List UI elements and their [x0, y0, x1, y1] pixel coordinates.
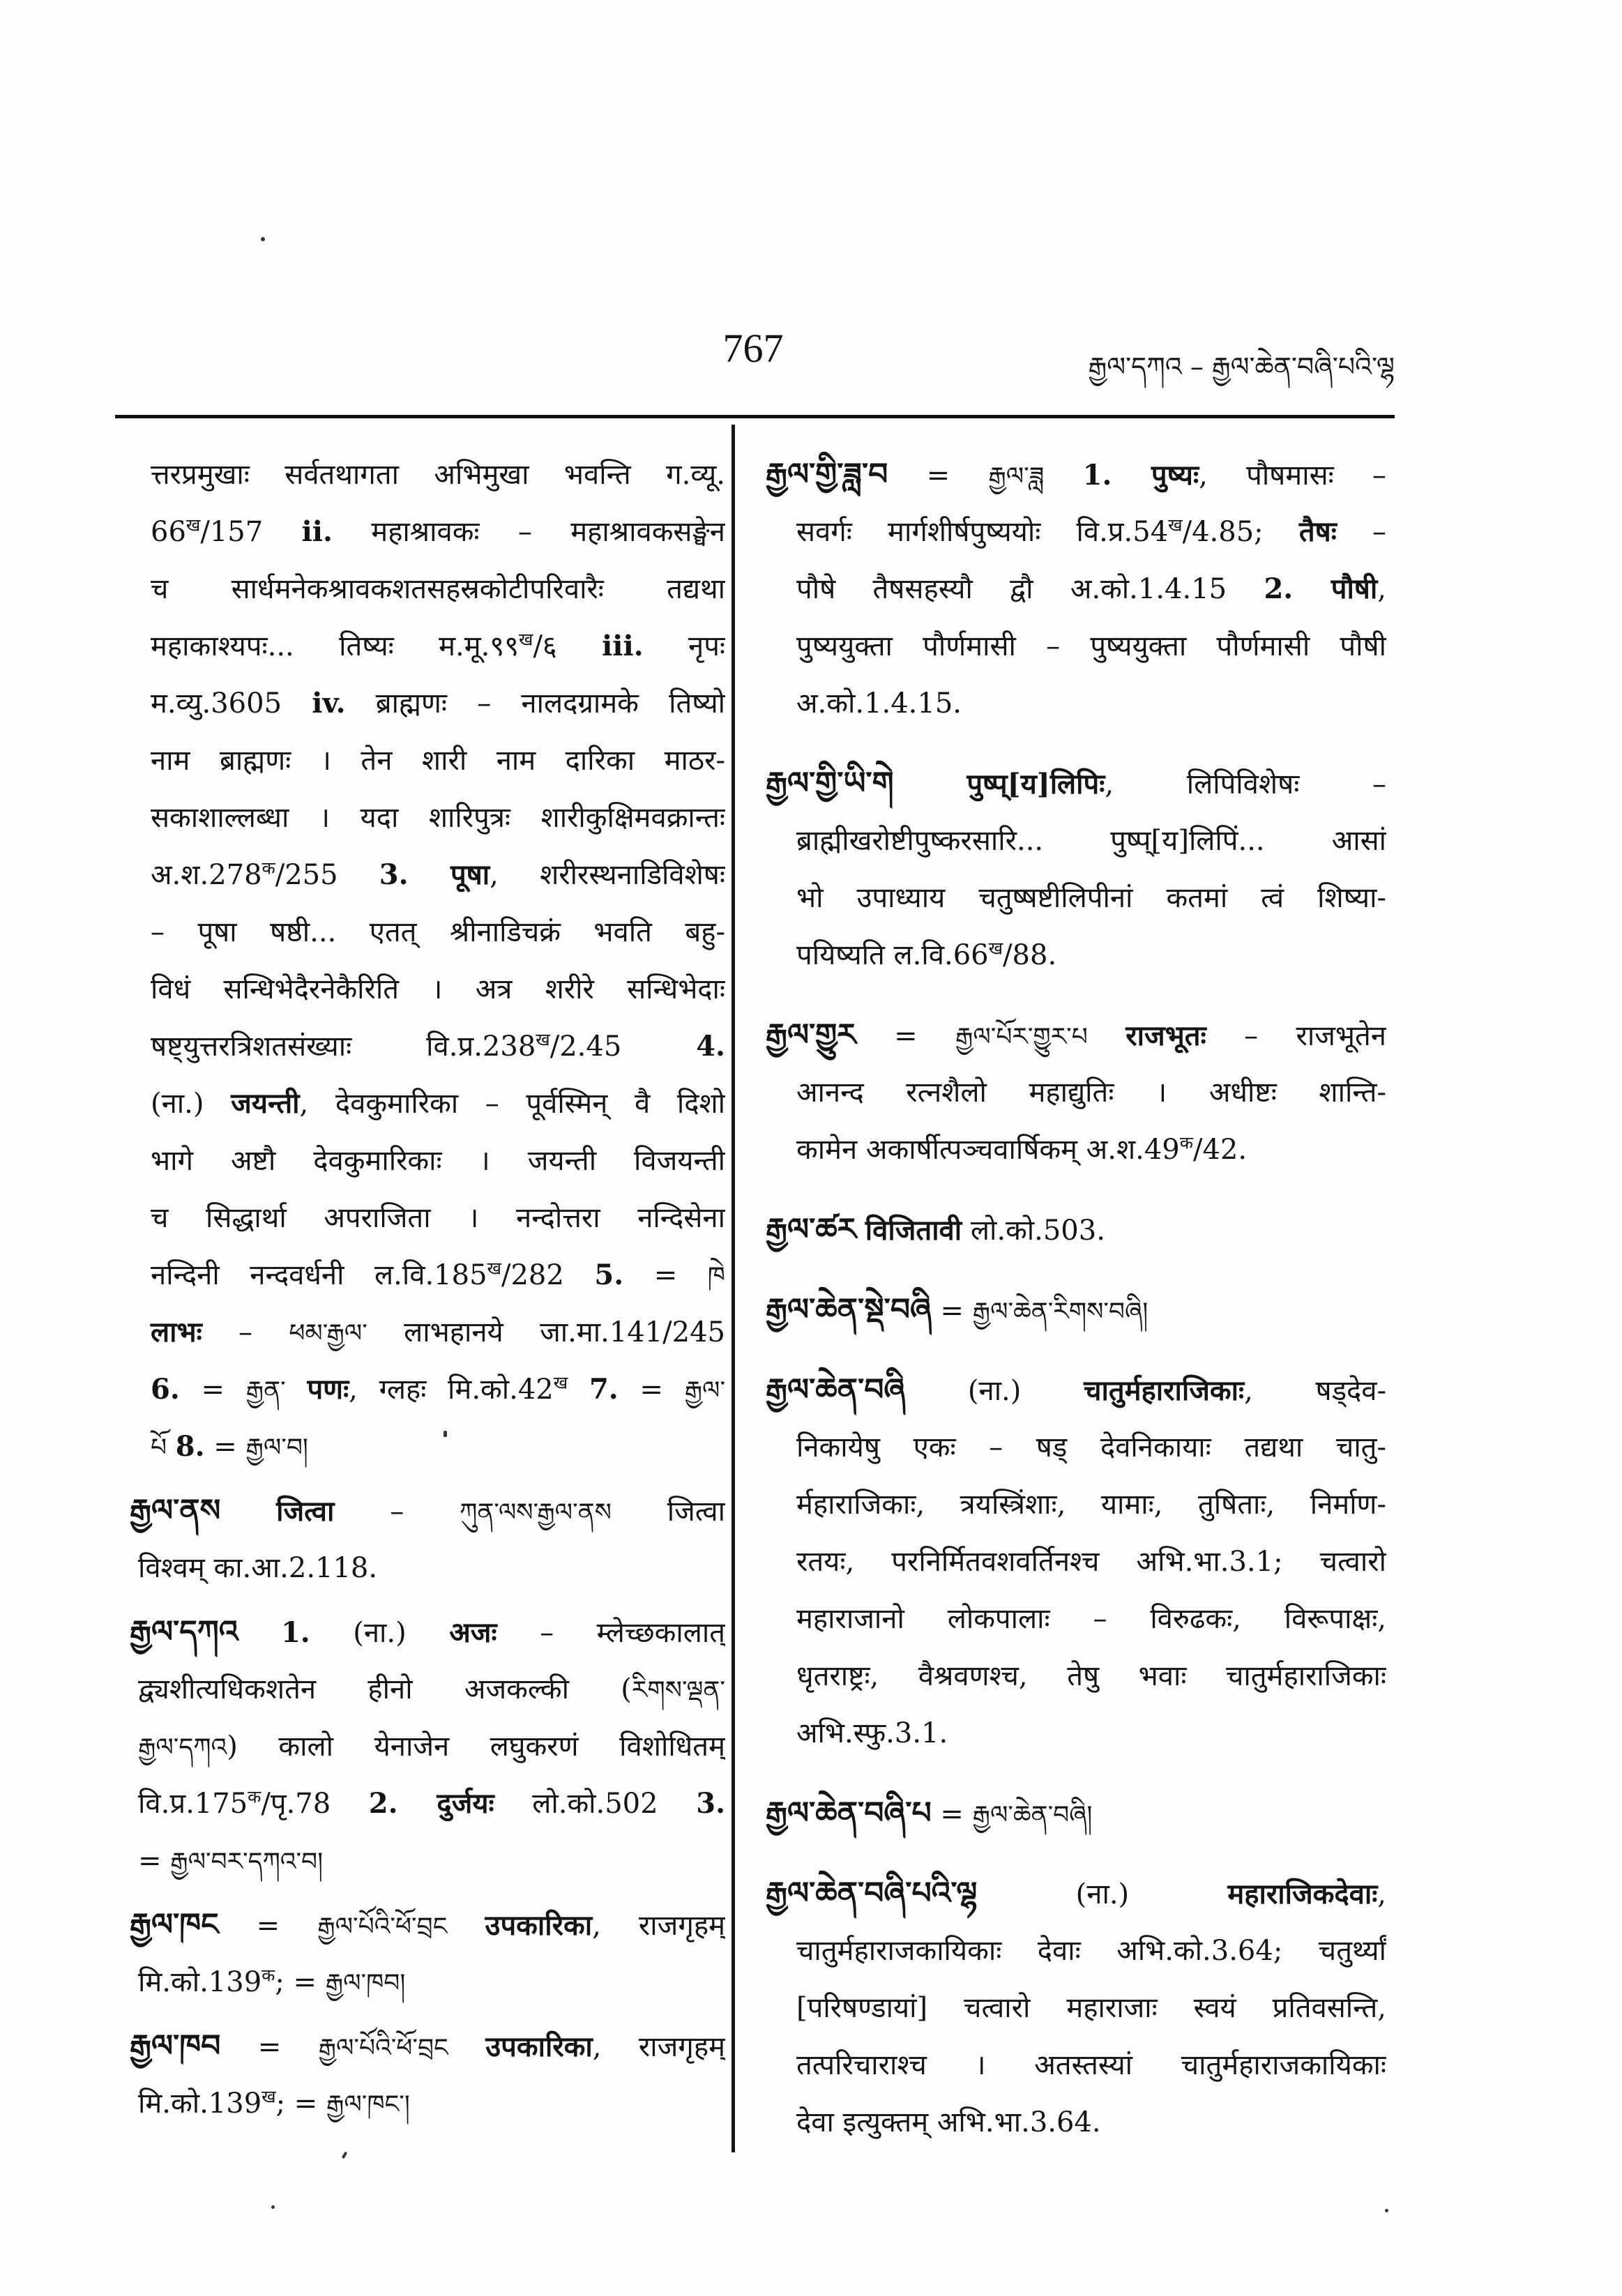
bold-text: ii.	[301, 515, 333, 548]
entry-text: /६	[533, 630, 602, 662]
entry-text: =	[618, 1374, 685, 1406]
folio-side-superscript: ख	[262, 2086, 276, 2107]
dictionary-entry	[130, 2018, 725, 2132]
entry-text: /282	[501, 1259, 595, 1291]
entry-line	[130, 961, 725, 1018]
entry-line	[766, 1282, 1386, 1339]
entry-text: नन्दिनी नन्दवर्धनी ल.वि.185	[151, 1259, 487, 1291]
tibetan-text: རྒྱལ་པོའི་ཕོ་བྲང	[317, 1913, 448, 1941]
bold-text: 1.	[280, 1616, 310, 1649]
entry-line	[766, 1590, 1386, 1648]
entry-text: षष्ट्युत्तरत्रिशतसंख्याः वि.प्र.238	[151, 1031, 536, 1063]
entry-text: भो उपाध्याय चतुष्षष्टीलिपीनां कतमां त्वं शिष्या-	[796, 882, 1386, 914]
entry-line	[130, 1189, 725, 1247]
bold-text: iv.	[312, 687, 346, 720]
entry-text: /88.	[1003, 939, 1057, 971]
entry-text: =	[218, 1910, 318, 1942]
tibetan-text: རྒྱལ་ཁབ།	[325, 1969, 406, 1998]
entry-text: –	[334, 1496, 460, 1528]
bold-text: विजितावी	[865, 1214, 962, 1247]
entry-line	[130, 675, 725, 732]
bold-text: 5.	[594, 1259, 624, 1291]
entry-text	[856, 1215, 865, 1247]
entry-text: /157	[200, 516, 302, 548]
entry-text: ब्राह्मीखरोष्टीपुष्करसारि... पुष्प्[य]लिपिं... आसां	[796, 825, 1386, 857]
entry-line	[130, 1304, 725, 1361]
tibetan-text: རྒྱལ་	[684, 1376, 725, 1405]
entry-text: ; =	[275, 2088, 327, 2120]
entry-text: भागे अष्टौ देवकुमारिकाः । जयन्ती विजयन्ती	[151, 1145, 725, 1177]
headword: རྒྱལ་ཁང	[130, 1907, 219, 1943]
entry-text: , ग्लहः मि.को.42	[349, 1374, 554, 1406]
entry-line	[130, 1361, 725, 1418]
folio-side-superscript: ख	[519, 629, 533, 650]
entry-line	[130, 1954, 725, 2011]
entry-text: , राजगृहम्	[592, 2031, 725, 2063]
entry-line	[766, 1533, 1386, 1590]
entry-text: मि.को.139	[138, 2088, 262, 2120]
folio-side-superscript: ख	[185, 515, 201, 535]
bold-text: महाराजिकदेवाः	[1227, 1878, 1378, 1910]
folio-side-superscript: ख	[1168, 515, 1183, 535]
entry-text: , पौषमासः –	[1199, 459, 1386, 492]
bold-text: अजः	[449, 1616, 497, 1649]
entry-text: पयिष्यति ल.वि.66	[796, 939, 989, 971]
tibetan-text: རིགས་ལྡན་	[631, 1676, 725, 1705]
dictionary-entry	[130, 446, 725, 1475]
entry-line	[766, 1419, 1386, 1476]
right-column	[766, 446, 1386, 2151]
entry-text	[167, 1431, 176, 1463]
entry-line	[766, 869, 1386, 927]
dictionary-entry	[766, 1785, 1386, 1842]
entry-text: ,	[1377, 573, 1386, 605]
folio-side-superscript: क	[262, 1965, 275, 1986]
entry-text: (ना.)	[905, 1375, 1084, 1407]
headword: རྒྱལ་ཚར	[766, 1212, 857, 1247]
tibetan-text: རྒྱལ་ཟླ	[988, 462, 1045, 491]
entry-line	[130, 1832, 725, 1890]
bold-text: 2. पौषी	[1264, 572, 1378, 605]
entry-text	[1044, 459, 1082, 492]
tibetan-text: རྒྱལ་བར་དཀའ་བ།	[170, 1848, 324, 1876]
dictionary-entry	[130, 1482, 725, 1597]
entry-line	[766, 446, 1386, 503]
bold-text: iii.	[602, 630, 644, 662]
scan-speck	[1385, 2209, 1388, 2212]
entry-text: त्तरप्रमुखाः सर्वतथागता अभिमुखा भवन्ति ग.व्यू.	[151, 459, 725, 491]
bold-text: 3. पूषा	[379, 858, 490, 891]
bold-text: 3.	[696, 1787, 725, 1820]
dictionary-entry	[766, 1865, 1386, 2151]
dictionary-entry	[766, 1282, 1386, 1339]
dictionary-entry	[766, 446, 1386, 732]
entry-line	[766, 1865, 1386, 1922]
entry-text: – पूषा षष्ठी... एतत् श्रीनाडिचक्रं भवति बहु-	[151, 916, 725, 948]
entry-line	[766, 1705, 1386, 1762]
bold-text: उपकारिका	[485, 2030, 593, 2063]
entry-text	[447, 1910, 485, 1942]
bold-text: चातुर्महाराजिकाः	[1084, 1374, 1245, 1407]
entry-text: म.व्यु.3605	[151, 687, 312, 720]
column-divider	[732, 425, 735, 2152]
bold-text: उपकारिका	[485, 1909, 593, 1942]
entry-text: अ.को.1.4.15.	[796, 687, 962, 720]
entry-text: धृतराष्ट्रः, वैश्रवणश्च, तेषु भवाः चातुर्महाराजिकाः	[796, 1660, 1386, 1692]
entry-line	[766, 2037, 1386, 2094]
entry-text: ब्राह्मणः – नालदग्रामके तिष्यो	[345, 687, 725, 720]
entry-text: /पृ.78	[261, 1788, 369, 1820]
entry-line	[130, 1896, 725, 1954]
entry-text	[1088, 1020, 1125, 1052]
entry-text: [परिषण्डायां] चत्वारो महाराजाः स्वयं प्रतिवसन्ति,	[796, 1992, 1386, 2024]
entry-text: र्महाराजिकाः, त्रयस्त्रिंशाः, यामाः, तुषिताः, निर्माण-	[796, 1489, 1386, 1521]
entry-text: /4.85;	[1182, 516, 1299, 548]
entry-text: लो.को.503.	[962, 1215, 1105, 1247]
entry-line	[130, 1247, 725, 1304]
scan-speck	[261, 237, 265, 241]
bold-text: पणः	[307, 1373, 349, 1406]
entry-text: 66	[151, 516, 186, 548]
entry-text: ; =	[275, 1966, 326, 1998]
headword: རྒྱལ་ཆེན་བཞི་པ	[766, 1795, 932, 1831]
entry-text: अभि.स्फु.3.1.	[796, 1717, 948, 1749]
running-head: རྒྱལ་དཀའ – རྒྱལ་ཆེན་བཞི་པའི་ལྷ	[1088, 351, 1395, 382]
folio-side-superscript: ख	[536, 1029, 550, 1050]
entry-line	[766, 1064, 1386, 1121]
entry-text: द्व्यशीत्यधिकशतेन हीनो अजकल्की (	[138, 1673, 632, 1705]
folio-side-superscript: क	[262, 858, 275, 879]
headword: རྒྱལ་གྱུར	[766, 1017, 856, 1053]
entry-text: वि.प्र.175	[138, 1788, 248, 1820]
entry-text	[220, 1496, 276, 1528]
entry-line	[766, 1362, 1386, 1419]
headword: རྒྱལ་ཆེན་སྡེ་བཞི	[766, 1292, 932, 1328]
entry-line	[766, 561, 1386, 618]
entry-text: आनन्द रत्नशैलो महाद्युतिः । अधीष्टः शान्ति-	[796, 1077, 1386, 1109]
entry-text: , देवकुमारिका – पूर्वस्मिन् वै दिशो	[299, 1088, 725, 1120]
entry-line	[766, 2094, 1386, 2151]
bold-text: जयन्ती	[231, 1087, 300, 1120]
bold-text: राजभूतः	[1125, 1019, 1206, 1052]
entry-text: (ना.)	[310, 1617, 450, 1649]
entry-text: =	[931, 1295, 973, 1327]
entry-line	[130, 789, 725, 846]
headword: རྒྱལ་ནས	[130, 1493, 221, 1528]
dictionary-entry	[130, 1604, 725, 1890]
entry-text: –	[1336, 516, 1386, 548]
tibetan-text: རྒྱལ་པོར་གྱུར་པ	[955, 1023, 1088, 1051]
entry-text: लो.को.502	[494, 1788, 697, 1820]
tibetan-text: ཕམ་རྒྱལ་	[289, 1319, 367, 1348]
entry-line	[130, 1418, 725, 1475]
headword: རྒྱལ་ཁབ	[130, 2028, 221, 2064]
entry-text: चातुर्महाराजकायिकाः देवाः अभि.को.3.64; चतुर्थ्यां	[796, 1935, 1386, 1967]
entry-text: तत्परिचाराश्च । अतस्तस्यां चातुर्महाराजकायिकाः	[796, 2049, 1386, 2081]
entry-line	[766, 675, 1386, 732]
bold-text: 7.	[589, 1373, 619, 1406]
entry-line	[766, 812, 1386, 869]
entry-text: =	[179, 1374, 246, 1406]
bold-text: जित्वा	[276, 1495, 335, 1528]
entry-text: महाकाश्यपः... तिष्यः म.मू.९९	[151, 630, 519, 662]
tibetan-text: རྒྱལ་པོའི་ཕོ་བྲང	[318, 2034, 448, 2062]
bold-text: 6.	[151, 1373, 180, 1406]
entry-text: =	[623, 1259, 708, 1291]
entry-line	[130, 446, 725, 503]
headword: རྒྱལ་དཀའ	[130, 1614, 238, 1650]
folio-side-superscript: क	[248, 1786, 262, 1807]
tibetan-text: རྒྱལ་ཁང་།	[326, 2090, 410, 2119]
entry-text: नृपः	[643, 630, 725, 662]
entry-text: – म्लेच्छकालात्	[497, 1617, 725, 1649]
entry-line	[766, 1785, 1386, 1842]
entry-text: =	[856, 1020, 956, 1052]
tibetan-text: པོ	[151, 1434, 167, 1462]
entry-text: कामेन अकार्षीत्पञ्चवार्षिकम् अ.श.49	[796, 1134, 1180, 1166]
entry-line	[130, 618, 725, 675]
entry-line	[130, 1132, 725, 1189]
bold-text: 8.	[175, 1430, 205, 1463]
bold-text: 2. दुर्जयः	[368, 1787, 494, 1820]
tibetan-text: རྒྱལ་ཆེན་རིགས་བཞི།	[972, 1298, 1149, 1326]
entry-line	[130, 1482, 725, 1539]
entry-text: –	[202, 1316, 289, 1348]
bold-text: 1. पुष्यः	[1082, 459, 1199, 492]
entry-text: , राजगृहम्	[592, 1910, 725, 1942]
headword: རྒྱལ་ཆེན་བཞི	[766, 1372, 906, 1408]
tibetan-text: ཁེ	[707, 1262, 725, 1291]
entry-text: (ना.)	[151, 1088, 232, 1120]
folio-side-superscript: ख	[988, 938, 1003, 959]
entry-text: पौषे तैषसहस्यौ द्वौ अ.को.1.4.15	[796, 573, 1264, 605]
entry-text: च सार्धमनेकश्रावकशतसहस्रकोटीपरिवारैः तद्यथा	[151, 573, 725, 605]
entry-text: विधं सन्धिभेदैरनेकैरिति । अत्र शरीरे सन्धिभेदाः	[151, 973, 725, 1005]
entry-text: निकायेषु एकः – षड् देवनिकायाः तद्यथा चातु-	[796, 1431, 1386, 1463]
entry-text: =	[138, 1845, 171, 1877]
bold-text: लाभः	[151, 1316, 202, 1348]
dictionary-entry	[766, 1201, 1386, 1259]
entry-text: – राजभूतेन	[1206, 1020, 1386, 1052]
entry-text	[238, 1617, 281, 1649]
entry-line	[130, 2018, 725, 2075]
folio-side-superscript: ख	[487, 1258, 501, 1279]
entry-line	[766, 1007, 1386, 1064]
entry-line	[766, 755, 1386, 812]
entry-text: =	[888, 459, 989, 492]
entry-text: जित्वा	[611, 1496, 725, 1528]
header-rule	[115, 415, 1395, 418]
tibetan-text: རྒྱལ་བ།	[245, 1434, 308, 1462]
entry-text: अ.श.278	[151, 859, 262, 891]
entry-text: च सिद्धार्था अपराजिता । नन्दोत्तरा नन्दिसेना	[151, 1202, 725, 1234]
entry-line	[130, 1539, 725, 1597]
entry-line	[130, 561, 725, 618]
bold-text: पुष्प्[य]लिपिः	[967, 768, 1105, 800]
folio-side-superscript: ख	[553, 1372, 568, 1393]
tibetan-text: ཀུན་ལས་རྒྱལ་ནས	[460, 1498, 612, 1527]
entry-text	[568, 1374, 589, 1406]
entry-line	[130, 732, 725, 789]
entry-text: =	[931, 1798, 973, 1830]
bold-text: 4.	[696, 1030, 725, 1063]
entry-text: पुष्ययुक्ता पौर्णमासी – पुष्ययुक्ता पौर्णमासी पौषी	[796, 630, 1386, 662]
scan-speck	[444, 1431, 447, 1437]
entry-text: ,	[1377, 1878, 1386, 1910]
entry-line	[766, 1476, 1386, 1533]
entry-text: महाश्रावकः – महाश्रावकसङ्घेन	[332, 516, 725, 548]
entry-text: रतयः, परनिर्मितवशवर्तिनश्च अभि.भा.3.1; चत्वारो	[796, 1546, 1386, 1578]
entry-line	[130, 2075, 725, 2132]
entry-text	[286, 1374, 308, 1406]
dictionary-entry	[766, 755, 1386, 984]
tibetan-text: རྒྱལ་དཀའ	[138, 1733, 227, 1762]
dictionary-entry	[130, 1896, 725, 2011]
entry-text	[448, 2031, 485, 2063]
entry-line	[130, 503, 725, 561]
entry-text: , लिपिविशेषः –	[1105, 768, 1386, 800]
tibetan-text: རྒྱན་	[245, 1376, 286, 1405]
entry-line	[766, 1922, 1386, 1979]
entry-text: लाभहानये जा.मा.141/245	[367, 1316, 725, 1348]
entry-line	[130, 1661, 725, 1718]
folio-side-superscript: क	[1179, 1132, 1193, 1153]
tibetan-text: རྒྱལ་ཆེན་བཞི།	[972, 1801, 1093, 1830]
entry-line	[766, 1201, 1386, 1259]
entry-text: ) कालो येनाजेन लघुकरणं विशोधितम्	[227, 1731, 725, 1763]
entry-text: मि.को.139	[138, 1966, 262, 1998]
entry-text: =	[220, 2031, 319, 2063]
entry-text: नाम ब्राह्मणः । तेन शारी नाम दारिका माठर-	[151, 745, 725, 777]
page-number: 767	[722, 326, 784, 371]
entry-line	[766, 927, 1386, 984]
entry-line	[766, 618, 1386, 675]
dictionary-entry	[766, 1362, 1386, 1762]
entry-text: सवर्गः मार्गशीर्षपुष्ययोः वि.प्र.54	[796, 516, 1169, 548]
entry-line	[130, 1018, 725, 1075]
entry-text: देवा इत्युक्तम् अभि.भा.3.64.	[796, 2106, 1101, 2138]
entry-text	[894, 768, 967, 800]
headword: རྒྱལ་ཆེན་བཞི་པའི་ལྷ	[766, 1876, 978, 1911]
entry-text: विश्वम् का.आ.2.118.	[138, 1552, 378, 1584]
headword: རྒྱལ་གྱི་ཟླ་བ	[766, 457, 888, 492]
entry-text: /42.	[1192, 1134, 1248, 1166]
bold-text: तैषः	[1298, 515, 1337, 548]
headword: རྒྱལ་གྱི་ཡི་གེ	[766, 766, 894, 801]
entry-text: सकाशाल्लब्धा । यदा शारिपुत्रः शारीकुक्षिमवक्रान्तः	[151, 802, 725, 834]
entry-line	[130, 846, 725, 904]
entry-text: , शरीरस्थनाडिविशेषः	[490, 859, 725, 891]
entry-line	[130, 1604, 725, 1661]
entry-line	[766, 1648, 1386, 1705]
entry-line	[766, 1121, 1386, 1178]
left-column	[130, 446, 725, 2132]
scan-speck	[342, 2152, 347, 2159]
dictionary-entry	[766, 1007, 1386, 1178]
entry-line	[130, 1718, 725, 1775]
entry-text: /255	[275, 859, 379, 891]
entry-text: , षड्देव-	[1244, 1375, 1386, 1407]
scan-speck	[271, 2205, 275, 2209]
entry-line	[130, 1775, 725, 1832]
entry-line	[130, 1075, 725, 1132]
entry-line	[130, 904, 725, 961]
entry-text: =	[204, 1431, 246, 1463]
entry-line	[766, 1979, 1386, 2037]
entry-text: महाराजानो लोकपालाः – विरुढकः, विरूपाक्षः,	[796, 1603, 1386, 1635]
entry-text: (ना.)	[977, 1878, 1228, 1910]
entry-line	[766, 503, 1386, 561]
entry-text: /2.45	[549, 1031, 697, 1063]
